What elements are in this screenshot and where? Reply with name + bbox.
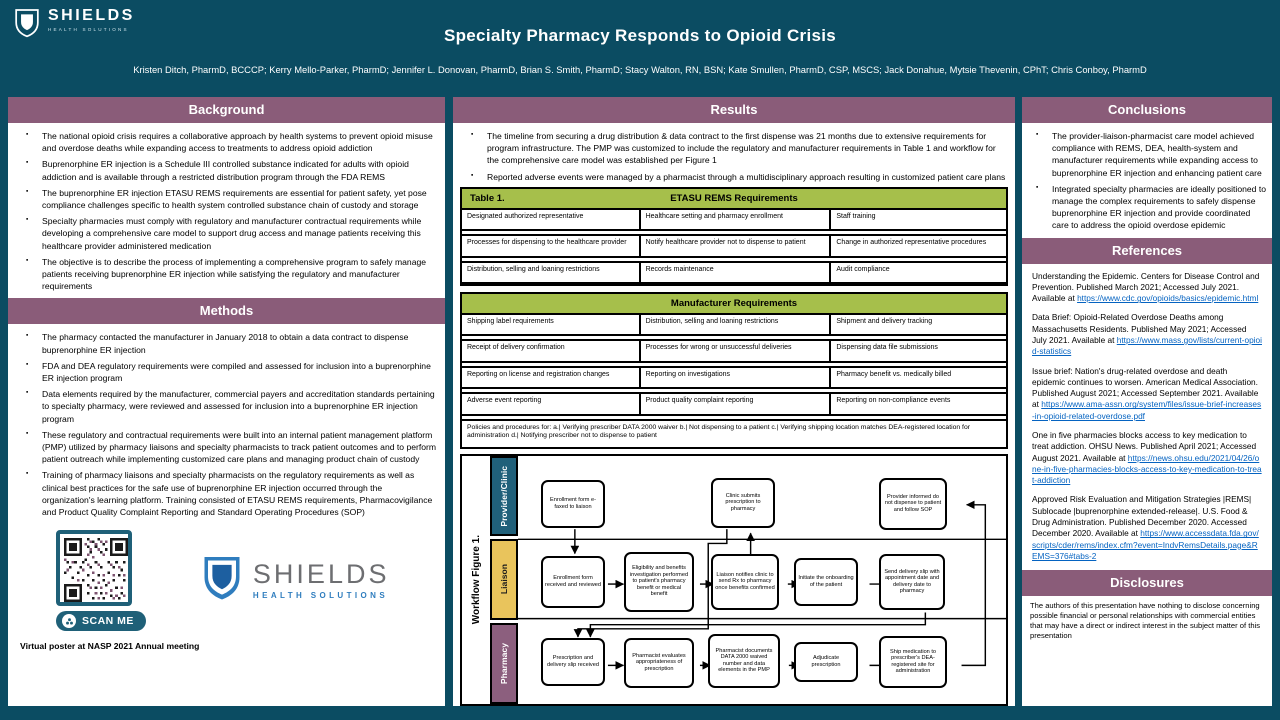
table-row xyxy=(462,210,1006,231)
table1-title: ETASU REMS Requirements xyxy=(670,192,798,204)
section-header-background: Background xyxy=(8,97,445,123)
figure-label: Workflow Figure 1. xyxy=(470,534,482,625)
table-row xyxy=(462,261,1006,284)
shields-logo-footer xyxy=(201,554,390,607)
bullet-item: ▪ FDA and DEA regulatory requirements were compiled and assessed for inclusion into a buprenorphine ER injection program xyxy=(42,360,437,384)
poster-note: Virtual poster at NASP 2021 Annual meeting xyxy=(20,641,200,652)
reference-text: Data Brief: Opioid-Related Overdose Deaths among Massachusetts Residents. Published May 2021; Accessed July 2021. Available at xyxy=(1032,312,1247,346)
scan-me-badge xyxy=(56,611,146,631)
bullet-item: ▪ The timeline from securing a drug distribution & data contract to the first dispense was 21 months due to extensive requirements for program infrastructure. The PMP was customized to include the regulatory and manufacturer requirements in Table 1 and workflow for the comprehensive care model was established per Figure 1 xyxy=(487,130,1007,167)
poster-header xyxy=(0,0,1280,95)
bullet-item: ▪ The buprenorphine ER injection ETASU REMS requirements are essential for patient safety, yet pose compliance challenges specific to health system controlled substance chain of custody and storage xyxy=(42,187,437,211)
table-manufacturer-requirements xyxy=(460,292,1008,449)
table-cell: Shipping label requirements xyxy=(467,317,554,325)
flow-box-adjudicate-rx: Adjudicate prescription xyxy=(794,642,858,682)
logo-tagline: HEALTH SOLUTIONS xyxy=(252,591,389,601)
table-cell: Distribution, selling and loaning restrictions xyxy=(639,315,830,334)
reference-link[interactable]: https://www.ama-assn.org/system/files/issue-brief-increases-in-opioid-related-overdose.pdf xyxy=(1032,399,1262,421)
lane-pharmacy: Pharmacy xyxy=(490,623,518,704)
table-cell: Distribution, selling and loaning restrictions xyxy=(467,265,600,273)
reference-list xyxy=(1022,264,1272,562)
reference-link[interactable]: https://www.accessdata.fda.gov/scripts/cder/rems/index.cfm?event=IndvRemsDetails.page&REMS=376#tabs-2 xyxy=(1032,528,1259,561)
section-header-conclusions: Conclusions xyxy=(1022,97,1272,123)
logo-row xyxy=(56,530,445,631)
bullet-item: ▪ Data elements required by the manufacturer, commercial payers and accreditation standards pertaining to specialty pharmacy, were reviewed and assessed for inclusion into a buprenorphine ER injection program xyxy=(42,388,437,425)
table-row xyxy=(462,392,1006,415)
flow-box-enrollment-reviewed: Enrollment form received and reviewed xyxy=(541,556,605,608)
flow-box-delivery-slip: Send delivery slip with appointment date and delivery date to pharmacy xyxy=(879,554,945,610)
table1-header xyxy=(462,189,1006,210)
table-cell: Product quality complaint reporting xyxy=(639,394,830,413)
flow-box-enrollment-efaxed: Enrollment form e-faxed to liaison xyxy=(541,480,605,528)
reference-text: Approved Risk Evaluation and Mitigation Strategies |REMS| Sublocade |buprenorphine extended-release|. U.S. Food & Drug Administration. Published December 2020. Accessed December 2020. Available at xyxy=(1032,494,1252,539)
table-cell: Reporting on investigations xyxy=(639,368,830,387)
reference-link[interactable]: https://www.cdc.gov/opioids/basics/epidemic.html xyxy=(1077,293,1259,304)
table-cell: Reporting on license and registration changes xyxy=(467,370,610,378)
table-cell: Records maintenance xyxy=(639,263,830,282)
table-cell: Adverse event reporting xyxy=(467,397,542,405)
section-header-results: Results xyxy=(453,97,1015,123)
flow-box-pharmacist-evaluates: Pharmacist evaluates appropriateness of prescription xyxy=(624,638,694,688)
table-cell: Receipt of delivery confirmation xyxy=(467,344,565,352)
right-column xyxy=(1022,97,1272,706)
table-cell: Designated authorized representative xyxy=(467,212,584,220)
bullet-item: ▪ The provider-liaison-pharmacist care model achieved compliance with REMS, DEA, health-system and manufacturer requirements while expanding access to buprenorphine ER injection and enhancing patient care xyxy=(1052,130,1268,179)
bullet-item: ▪ Reported adverse events were managed by a pharmacist through a multidisciplinary approach resulting in customized patient care plans xyxy=(487,171,1007,183)
swimlane-labels xyxy=(490,456,518,704)
bullet-item: ▪ The pharmacy contacted the manufacturer in January 2018 to obtain a data contract to dispense buprenorphine ER injection xyxy=(42,331,437,355)
scan-me-label: SCAN ME xyxy=(82,615,134,628)
flow-box-clinic-submits-rx: Clinic submits prescription to pharmacy xyxy=(711,478,775,528)
table-cell: Notify healthcare provider not to dispense to patient xyxy=(639,236,830,255)
author-list: Kristen Ditch, PharmD, BCCCP; Kerry Mello-Parker, PharmD; Jennifer L. Donovan, PharmD, Brian S. Smith, PharmD; Stacy Walton, RN, BSN; Kate Smullen, PharmD, CSP, MSCS; Jack Donahue, Mytsie Thevenin, CPhT; Chris Conboy, PharmD xyxy=(133,64,1147,75)
reference-item xyxy=(1032,366,1262,422)
reference-text: One in five pharmacies blocks access to key medication to treat addiction. OHSU News. Published April 2021; Accessed August 2021. Available at xyxy=(1032,430,1257,463)
bullet-item: ▪ The objective is to describe the process of implementing a comprehensive program to safely manage patients receiving buprenorphine ER injection while satisfying the regulatory and manufacturer requirements xyxy=(42,256,437,293)
table-cell: Processes for wrong or unsuccessful deliveries xyxy=(639,341,830,360)
bullet-item: ▪ Specialty pharmacies must comply with regulatory and manufacturer contractual requirements while developing a comprehensive care model to support drug access and manage patients receiving this healthcare provider administered medication xyxy=(42,215,437,252)
reference-text: Issue brief: Nation's drug-related overdose and death epidemic continues to worsen. American Medical Association. Published August 2021; Accessed September 2021. Available at xyxy=(1032,365,1259,410)
workflow-figure xyxy=(460,454,1008,706)
bullet-item: ▪ Buprenorphine ER injection is a Schedule III controlled substance indicated for adults with opioid addiction and is available through a restricted distribution program through the FDA REMS xyxy=(42,158,437,182)
table-cell: Shipment and delivery tracking xyxy=(829,315,1006,334)
bullet-item: ▪ Integrated specialty pharmacies are ideally positioned to manage the complex requirements to safely dispense buprenorphine ER injection and provide coordinated care to address the opioid overdose epidemic xyxy=(1052,183,1268,232)
section-header-methods: Methods xyxy=(8,298,445,324)
table-cell: Audit compliance xyxy=(829,263,1006,282)
logo-wordmark: SHIELDS xyxy=(48,7,135,24)
table-row xyxy=(462,315,1006,336)
flow-box-benefits-investigation: Eligibility and benefits investigation performed to patient's pharmacy benefit or medical benefit xyxy=(624,552,694,612)
shield-icon xyxy=(201,554,243,607)
logo-wordmark: SHIELDS xyxy=(252,559,390,590)
reference-item xyxy=(1032,430,1262,486)
table-cell: Reporting on non-compliance events xyxy=(829,394,1006,413)
reference-link[interactable]: https://www.mass.gov/lists/current-opioid-statistics xyxy=(1032,335,1262,357)
lane-liaison: Liaison xyxy=(490,539,518,620)
table-cell: Dispensing data file submissions xyxy=(829,341,1006,360)
manufacturer-table-header xyxy=(462,294,1006,315)
conclusions-bullets xyxy=(1032,130,1268,232)
qr-code xyxy=(56,530,132,606)
reference-item xyxy=(1032,494,1262,562)
poster-title: Specialty Pharmacy Responds to Opioid Crisis xyxy=(443,26,837,45)
reference-item xyxy=(1032,271,1262,305)
table-cell: Staff training xyxy=(829,210,1006,229)
flow-box-data2000-documented: Pharmacist documents DATA 2000 waived number and data elements in the PMP xyxy=(708,634,780,688)
table-cell: Processes for dispensing to the healthcare provider xyxy=(467,239,627,247)
scan-icon xyxy=(62,614,76,628)
manufacturer-table-footnote: Policies and procedures for: a.| Verifying prescriber DATA 2000 waiver b.| Not dispensing to a patient c.| Verifying shipping location matches DEA-registered location for administration d.| Notifying prescriber not to dispense to patient xyxy=(462,419,1006,447)
reference-link[interactable]: https://news.ohsu.edu/2021/04/26/one-in-five-pharmacies-blocks-access-to-key-medication-to-treat-addiction xyxy=(1032,452,1262,486)
flow-box-ship-medication: Ship medication to prescriber's DEA-registered site for administration xyxy=(879,636,947,688)
logo-tagline: HEALTH SOLUTIONS xyxy=(48,27,129,32)
section-header-references: References xyxy=(1022,238,1272,264)
background-bullets xyxy=(18,130,437,292)
bullet-item: ▪ The national opioid crisis requires a collaborative approach by health systems to prevent opioid misuse and overdose deaths while expanding access to treatments to address opioid addiction xyxy=(42,130,437,154)
table-etasu-rems xyxy=(460,187,1008,286)
qr-block xyxy=(56,530,146,631)
table-cell: Change in authorized representative procedures xyxy=(829,236,1006,255)
flow-box-notify-clinic: Liaison notifies clinic to send Rx to pharmacy once benefits confirmed xyxy=(711,554,779,610)
methods-bullets xyxy=(18,331,437,518)
flowchart-area xyxy=(518,456,1006,704)
left-column xyxy=(8,97,445,706)
bullet-item: ▪ These regulatory and contractual requirements were built into an internal patient management platform (PMP) utilized by pharmacy liaisons and specialty pharmacists to track patient outcomes and to perform patient outreach while implementing customized care plans and managing product chain of custody xyxy=(42,429,437,466)
table-cell: Pharmacy benefit vs. medically billed xyxy=(829,368,1006,387)
lane-provider-clinic: Provider/Clinic xyxy=(490,456,518,537)
table-row xyxy=(462,366,1006,389)
reference-item xyxy=(1032,312,1262,357)
center-column xyxy=(453,97,1015,706)
table-row xyxy=(462,339,1006,362)
reference-text: Understanding the Epidemic. Centers for Disease Control and Prevention. Published March 2021; Accessed July 2021. Available at xyxy=(1032,270,1260,304)
bullet-item: ▪ Training of pharmacy liaisons and specialty pharmacists on the regulatory requirements as well as clinical best practices for the safe use of buprenorphine ER injection occurred through the organization's learning platform. Training consisted of ETASU REMS requirements, Pharmacovigilance and Product Quality Complaint Reporting and Standard Operating Procedures (SOP) xyxy=(42,469,437,518)
table-cell: Healthcare setting and pharmacy enrollment xyxy=(639,210,830,229)
table-row xyxy=(462,234,1006,257)
manufacturer-table-title: Manufacturer Requirements xyxy=(670,297,798,309)
table1-label: Table 1. xyxy=(470,192,505,204)
disclosures-text: The authors of this presentation have nothing to disclose concerning possible financial or personal relationships with commercial entities that may have a direct or indirect interest in the subject matter of this presentation xyxy=(1030,601,1261,640)
flow-box-onboard-patient: Initiate the onboarding of the patient xyxy=(794,558,858,606)
flow-box-provider-informed: Provider informed do not dispense to patient and follow SOP xyxy=(879,478,947,530)
section-header-disclosures: Disclosures xyxy=(1022,570,1272,596)
flow-box-rx-received: Prescription and delivery slip received xyxy=(541,638,605,686)
results-bullets xyxy=(463,130,1007,183)
